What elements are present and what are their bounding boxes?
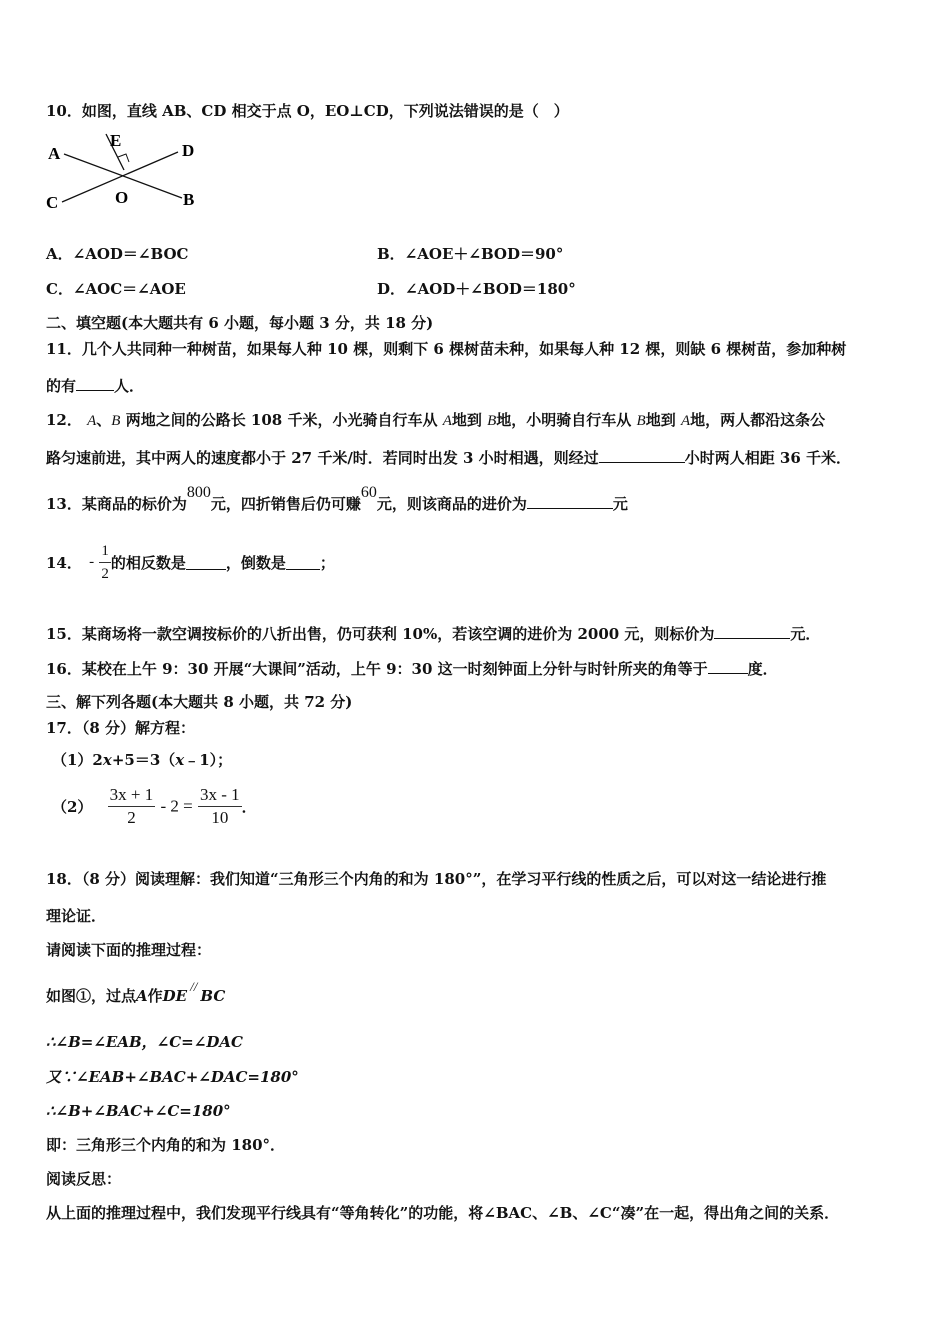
q14-blank-opposite[interactable] xyxy=(186,555,226,570)
q18-line10: 从上面的推理过程中，我们发现平行线具有“等角转化”的功能，将∠BAC、∠B、∠C“凑”在一起，得出角之间的关系． xyxy=(46,1204,840,1222)
q12-text4: 地到 xyxy=(645,411,676,429)
q13-answer-blank[interactable] xyxy=(527,494,613,509)
q17-eq1-post: ﹣1）； xyxy=(184,751,233,769)
q14-text3: ； xyxy=(319,554,335,572)
q18-line-bc: BC xyxy=(200,987,226,1005)
q14-fraction xyxy=(99,540,111,585)
q17-eq1-x2: x xyxy=(175,751,185,769)
q17-eq2-den2: 10 xyxy=(211,808,229,827)
q14-frac-num: 1 xyxy=(99,540,111,563)
q18-line3: 请阅读下面的推理过程： xyxy=(46,941,212,959)
q12-point-b3: B xyxy=(636,413,646,429)
label-a: A xyxy=(48,144,61,163)
q17-eq2-num2: 3x - 1 xyxy=(198,784,242,807)
q12-point-a3: A xyxy=(680,413,691,429)
q17-eq2 xyxy=(52,784,257,829)
label-c: C xyxy=(46,193,59,212)
q18-point-a: A xyxy=(136,987,148,1005)
q18-line5: ∴∠B=∠EAB，∠C=∠DAC xyxy=(46,1033,243,1051)
q12-num: 12． xyxy=(46,411,82,429)
q12-point-b2: B xyxy=(487,413,497,429)
q13-text4: 元 xyxy=(612,495,628,513)
q15-answer-blank[interactable] xyxy=(714,624,790,639)
q12-point-a2: A xyxy=(442,413,452,429)
q17-eq1-mid: +5＝3（ xyxy=(111,751,176,769)
q13-profit: 60 xyxy=(360,484,377,501)
q14-text1: 的相反数是 xyxy=(110,554,186,572)
q17-eq2-end: ． xyxy=(241,798,257,816)
q13-line xyxy=(46,484,628,515)
q18-line1: 18．（8 分）阅读理解：我们知道“三角形三个内角的和为 180°”，在学习平行线的性质之后，可以对这一结论进行推 xyxy=(46,870,827,888)
label-b: B xyxy=(183,190,195,209)
q15-pre: 15．某商场将一款空调按标价的八折出售，仍可获利 10%，若该空调的进价为 2000 元，则标价为 xyxy=(46,625,715,643)
q18-line6: 又∵∠EAB+∠BAC+∠DAC=180° xyxy=(46,1068,299,1086)
q13-price: 800 xyxy=(186,484,211,501)
q12-text3: 地，小明骑自行车从 xyxy=(496,411,632,429)
q18-line8: 即：三角形三个内角的和为 180°． xyxy=(46,1136,286,1154)
q18-line9: 阅读反思： xyxy=(46,1170,122,1188)
q12-line2 xyxy=(46,448,851,468)
q12-text2: 地到 xyxy=(451,411,482,429)
q17-eq2-frac2 xyxy=(198,784,242,829)
q10-stem: 10．如图，直线 AB、CD 相交于点 O，EO⊥CD，下列说法错误的是（ ） xyxy=(46,102,569,120)
q11-line2-pre: 的有 xyxy=(46,377,77,395)
q18-line7: ∴∠B+∠BAC+∠C=180° xyxy=(46,1102,231,1120)
q12-sep: 、 xyxy=(96,411,112,429)
q17-eq2-num1: 3x + 1 xyxy=(108,784,156,807)
q13-text1: 13．某商品的标价为 xyxy=(46,495,187,513)
q12-point-b: B xyxy=(111,413,121,429)
q17-eq2-frac1 xyxy=(108,784,156,829)
label-o: O xyxy=(115,188,129,207)
q11-line1: 11．几个人共同种一种树苗，如果每人种 10 棵，则剩下 6 棵树苗未种，如果每人种 12 棵，则缺 6 棵树苗，参加种树 xyxy=(46,340,847,358)
section2-heading: 二、填空题(本大题共有 6 小题，每小题 3 分，共 18 分) xyxy=(46,314,434,332)
q12-line1 xyxy=(46,410,825,431)
q16-pre: 16．某校在上午 9：30 开展“大课间”活动，上午 9：30 这一时刻钟面上分针与时针所夹的角等于 xyxy=(46,660,708,678)
q14-line xyxy=(46,540,335,585)
q17-eq1-x1: x xyxy=(102,751,112,769)
q18-line4 xyxy=(46,979,226,1007)
q18-line4-pre: 如图①，过点 xyxy=(46,987,137,1005)
q13-text2: 元，四折销售后仍可赚 xyxy=(210,495,361,513)
q10-figure xyxy=(40,128,220,218)
q10-option-c: C．∠AOC＝∠AOE xyxy=(46,280,186,298)
section3-heading: 三、解下列各题(本大题共 8 小题，共 72 分) xyxy=(46,693,353,711)
q12-text5: 地，两人都沿这条公 xyxy=(690,411,826,429)
q11-line2 xyxy=(46,376,144,396)
q18-parallel-symbol: // xyxy=(190,979,198,994)
q14-text2: ，倒数是 xyxy=(225,554,286,572)
q17-stem: 17．（8 分）解方程： xyxy=(46,719,196,737)
q18-line-de: DE xyxy=(162,987,188,1005)
label-e: E xyxy=(110,131,122,150)
label-d: D xyxy=(182,141,195,160)
q16-answer-blank[interactable] xyxy=(708,659,748,674)
q16-line xyxy=(46,659,778,679)
q17-eq1-pre: （1）2 xyxy=(52,751,103,769)
q12-answer-blank[interactable] xyxy=(599,448,685,463)
q10-option-b: B．∠AOE＋∠BOD＝90° xyxy=(377,245,564,263)
q17-eq2-den1: 2 xyxy=(127,808,136,827)
q17-eq1 xyxy=(52,750,232,770)
q12-line2-pre: 路匀速前进，其中两人的速度都小于 27 千米/时．若同时出发 3 小时相遇，则经过 xyxy=(46,449,599,467)
q13-text3: 元，则该商品的进价为 xyxy=(376,495,527,513)
q10-option-a: A．∠AOD＝∠BOC xyxy=(46,245,189,263)
q12-text1: 两地之间的公路长 108 千米，小光骑自行车从 xyxy=(125,411,438,429)
q14-neg: - xyxy=(89,554,95,570)
q17-eq2-mid: - 2 = xyxy=(160,796,193,816)
q11-answer-blank[interactable] xyxy=(76,376,114,391)
q14-blank-reciprocal[interactable] xyxy=(286,555,320,570)
q11-line2-post: 人． xyxy=(114,377,145,395)
q15-line xyxy=(46,624,820,644)
q12-point-a: A xyxy=(87,413,97,429)
q18-line4-mid: 作 xyxy=(147,987,163,1005)
q17-eq2-label: （2） xyxy=(52,798,93,816)
q15-post: 元． xyxy=(790,625,821,643)
q10-option-d: D．∠AOD＋∠BOD＝180° xyxy=(377,280,576,298)
q14-frac-den: 2 xyxy=(101,566,109,582)
q18-line2: 理论证． xyxy=(46,907,107,925)
q14-num: 14． xyxy=(46,554,82,572)
q12-line2-post: 小时两人相距 36 千米． xyxy=(684,449,852,467)
q16-post: 度． xyxy=(747,660,778,678)
